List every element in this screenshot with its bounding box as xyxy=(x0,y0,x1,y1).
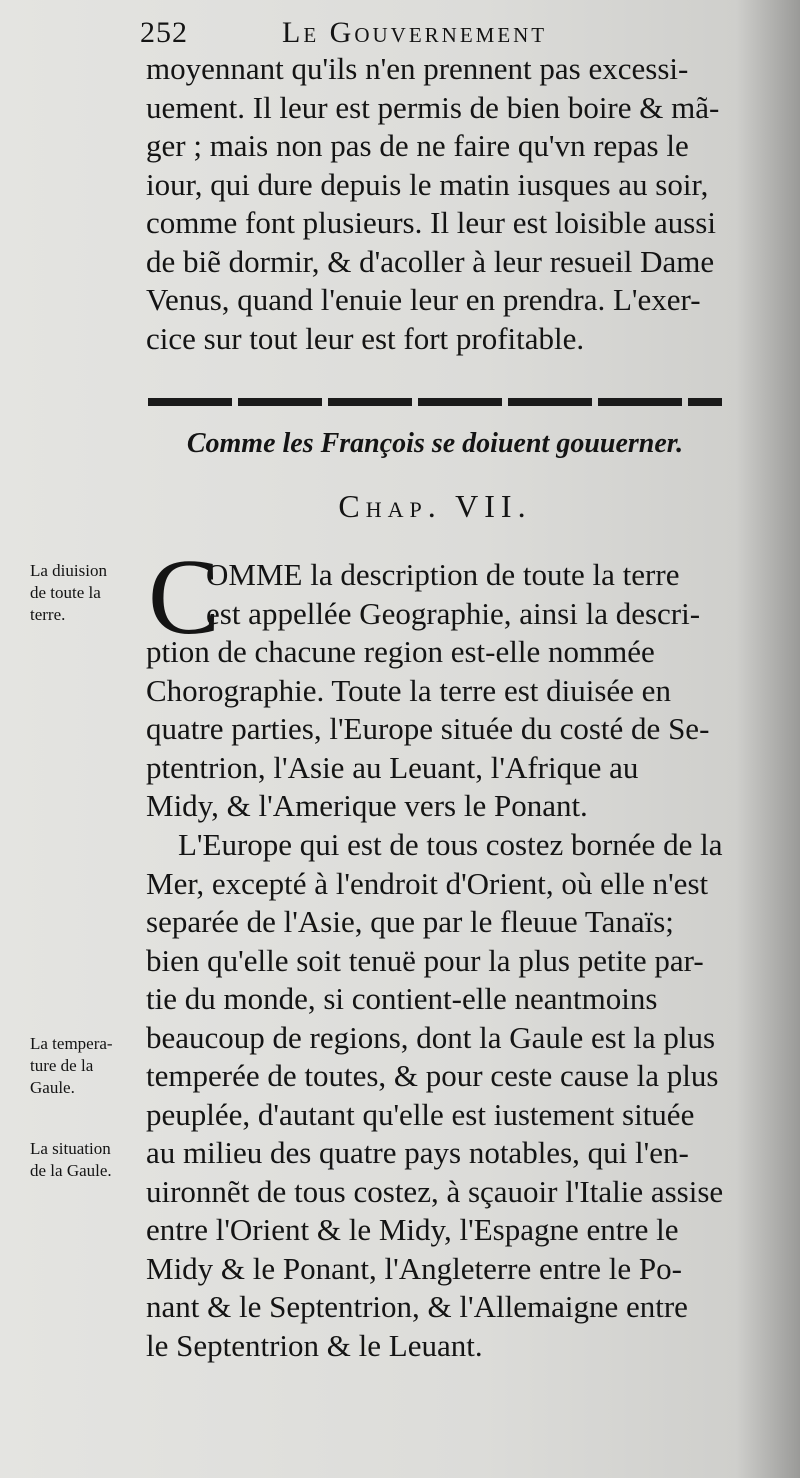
marginal-line: terre. xyxy=(30,605,66,624)
text-line: Venus, quand l'enuie leur en prendra. L'exer- xyxy=(146,282,701,317)
text-line: uement. Il leur est permis de bien boire & mã- xyxy=(146,89,720,125)
text-line: au milieu des quatre pays notables, qui l'en- xyxy=(146,1135,689,1170)
marginal-line: de la Gaule. xyxy=(30,1161,112,1180)
marginal-line: ture de la xyxy=(30,1056,94,1075)
paragraph-3 xyxy=(146,826,736,1365)
text-line: comme font plusieurs. Il leur est loisible aussi xyxy=(146,205,716,240)
text-line: nant & le Septentrion, & l'Allemaigne entre xyxy=(146,1289,688,1324)
text-line: cice sur tout leur est fort profitable. xyxy=(146,320,585,356)
text-line: peuplée, d'autant qu'elle est iustement située xyxy=(146,1096,695,1132)
text-line: temperée de toutes, & pour ceste cause la plus xyxy=(146,1058,719,1093)
marginal-line: de toute la xyxy=(30,583,101,602)
text-line: bien qu'elle soit tenuë pour la plus petite par- xyxy=(146,942,704,978)
running-head: Le Gouvernement xyxy=(282,16,548,49)
text-line: iour, qui dure depuis le matin iusques au soir, xyxy=(146,166,709,202)
marginal-line: La situation xyxy=(30,1139,111,1158)
paragraph-2 xyxy=(146,556,736,826)
text-line: entre l'Orient & le Midy, l'Espagne entre le xyxy=(146,1212,679,1247)
marginal-line: La diuision xyxy=(30,561,107,580)
text-line: OMME la description de toute la terre xyxy=(206,557,680,592)
text-line: Chorographie. Toute la terre est diuisée en xyxy=(146,672,671,708)
marginal-line: La tempera- xyxy=(30,1034,113,1053)
page-number: 252 xyxy=(140,16,188,49)
text-line: Midy, & l'Amerique vers le Ponant. xyxy=(146,788,588,823)
text-line: ptentrion, l'Asie au Leuant, l'Afrique au xyxy=(146,749,639,785)
drop-cap: C xyxy=(148,538,221,657)
text-line: ger ; mais non pas de ne faire qu'vn repas le xyxy=(146,128,689,163)
text-line: de biẽ dormir, & d'acoller à leur resueil Dame xyxy=(146,243,715,279)
ornamental-rule xyxy=(148,398,722,406)
chapter-number: Chap. VII. xyxy=(338,488,532,524)
text-line: L'Europe qui est de tous costez bornée de la xyxy=(178,827,723,862)
text-line: Midy & le Ponant, l'Angleterre entre le Po- xyxy=(146,1250,682,1286)
text-line: Mer, excepté à l'endroit d'Orient, où elle n'est xyxy=(146,865,709,901)
marginal-note-diuision xyxy=(30,560,148,626)
marginal-line: Gaule. xyxy=(30,1078,75,1097)
chapter-title: Comme les François se doiuent gouuerner. xyxy=(186,428,684,459)
text-line: moyennant qu'ils n'en prennent pas excessi- xyxy=(146,51,689,86)
text-line: ption de chacune region est-elle nommée xyxy=(146,634,655,669)
text-line: quatre parties, l'Europe située du costé de Se- xyxy=(146,711,710,746)
text-line: uironnẽt de tous costez, à sçauoir l'Italie assise xyxy=(146,1173,724,1209)
top-paragraph xyxy=(146,50,736,358)
marginal-note-temperature xyxy=(30,1033,148,1099)
marginal-note-situation xyxy=(30,1138,148,1182)
text-line: separée de l'Asie, que par le fleuue Tanaïs; xyxy=(146,904,674,939)
text-line: tie du monde, si contient-elle neantmoins xyxy=(146,981,658,1016)
text-line: est appellée Geographie, ainsi la descri- xyxy=(206,595,701,631)
text-line: beaucoup de regions, dont la Gaule est la plus xyxy=(146,1019,716,1055)
text-line: le Septentrion & le Leuant. xyxy=(146,1327,483,1363)
